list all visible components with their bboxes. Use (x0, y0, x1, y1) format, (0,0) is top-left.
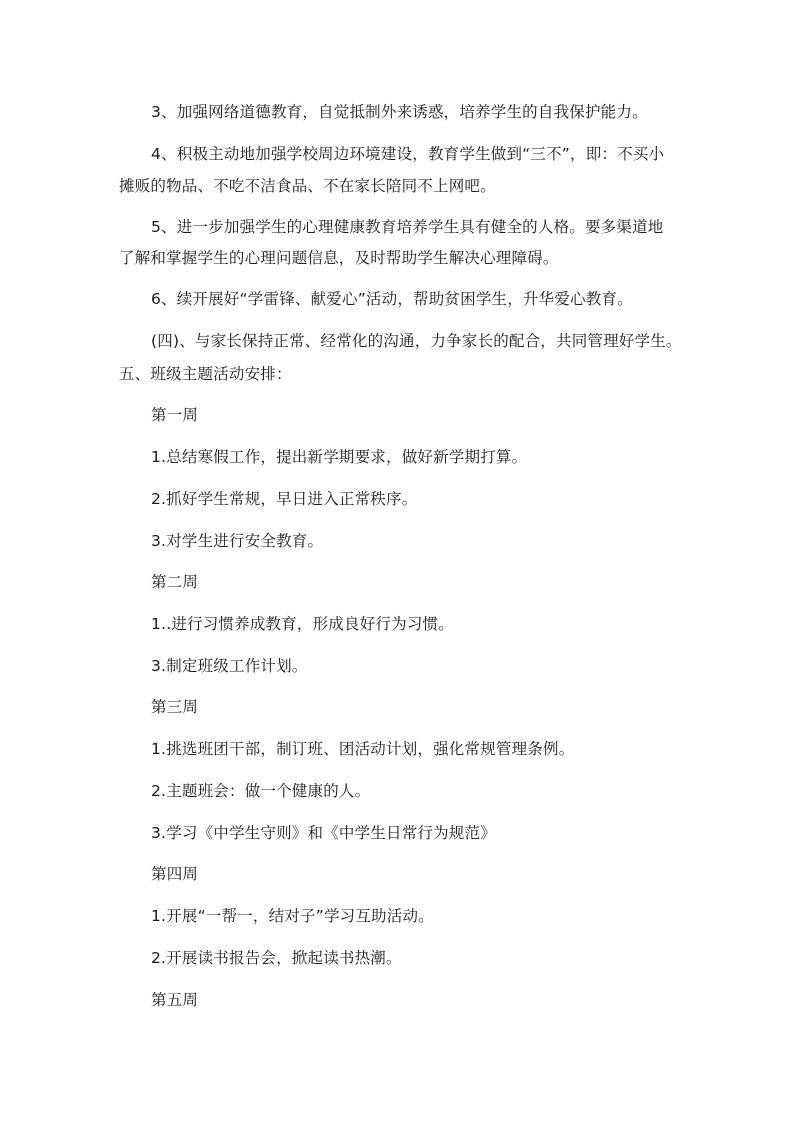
paragraph-item-3: 3、加强网络道德教育，自觉抵制外来诱惑，培养学生的自我保护能力。 (151, 103, 648, 121)
week1-item-2: 2.抓好学生常规，早日进入正常秩序。 (151, 490, 418, 508)
week4-item-1: 1.开展“一帮一，结对子”学习互助活动。 (151, 907, 434, 925)
week3-item-1: 1.挑选班团干部，制订班、团活动计划，强化常规管理条例。 (151, 740, 575, 758)
week-heading-1: 第一周 (151, 406, 199, 424)
week4-item-2: 2.开展读书报告会，掀起读书热潮。 (151, 949, 402, 967)
week3-item-2: 2.主题班会：做一个健康的人。 (151, 782, 371, 800)
week1-item-3: 3.对学生进行安全教育。 (151, 532, 324, 550)
paragraph-item-6: 6、续开展好“学雷锋、献爱心”活动，帮助贫困学生，升华爱心教育。 (151, 290, 633, 308)
week-heading-4: 第四周 (151, 865, 199, 883)
paragraph-item-4-line2: 摊贩的物品、不吃不洁食品、不在家长陪同不上网吧。 (119, 177, 496, 195)
week3-item-3: 3.学习《中学生守则》和《中学生日常行为规范》 (151, 824, 496, 842)
week-heading-5: 第五周 (151, 991, 199, 1009)
week2-item-1: 1..进行习惯养成教育，形成良好行为习惯。 (151, 615, 454, 633)
paragraph-item-5-line2: 了解和掌握学生的心理问题信息，及时帮助学生解决心理障碍。 (119, 249, 559, 267)
week1-item-1: 1.总结寒假工作，提出新学期要求，做好新学期打算。 (151, 448, 528, 466)
week-heading-2: 第二周 (151, 573, 199, 591)
week-heading-3: 第三周 (151, 698, 199, 716)
paragraph-item-5-line1: 5、进一步加强学生的心理健康教育培养学生具有健全的人格。要多渠道地 (151, 218, 664, 236)
week2-item-3: 3.制定班级工作计划。 (151, 657, 308, 675)
section-heading-five: 五、班级主题活动安排： (119, 365, 292, 383)
paragraph-item-4-line1: 4、积极主动地加强学校周边环境建设，教育学生做到“三不”，即：不买小 (151, 145, 665, 163)
paragraph-section-four: (四)、与家长保持正常、经常化的沟通，力争家长的配合，共同管理好学生。 (151, 332, 682, 350)
